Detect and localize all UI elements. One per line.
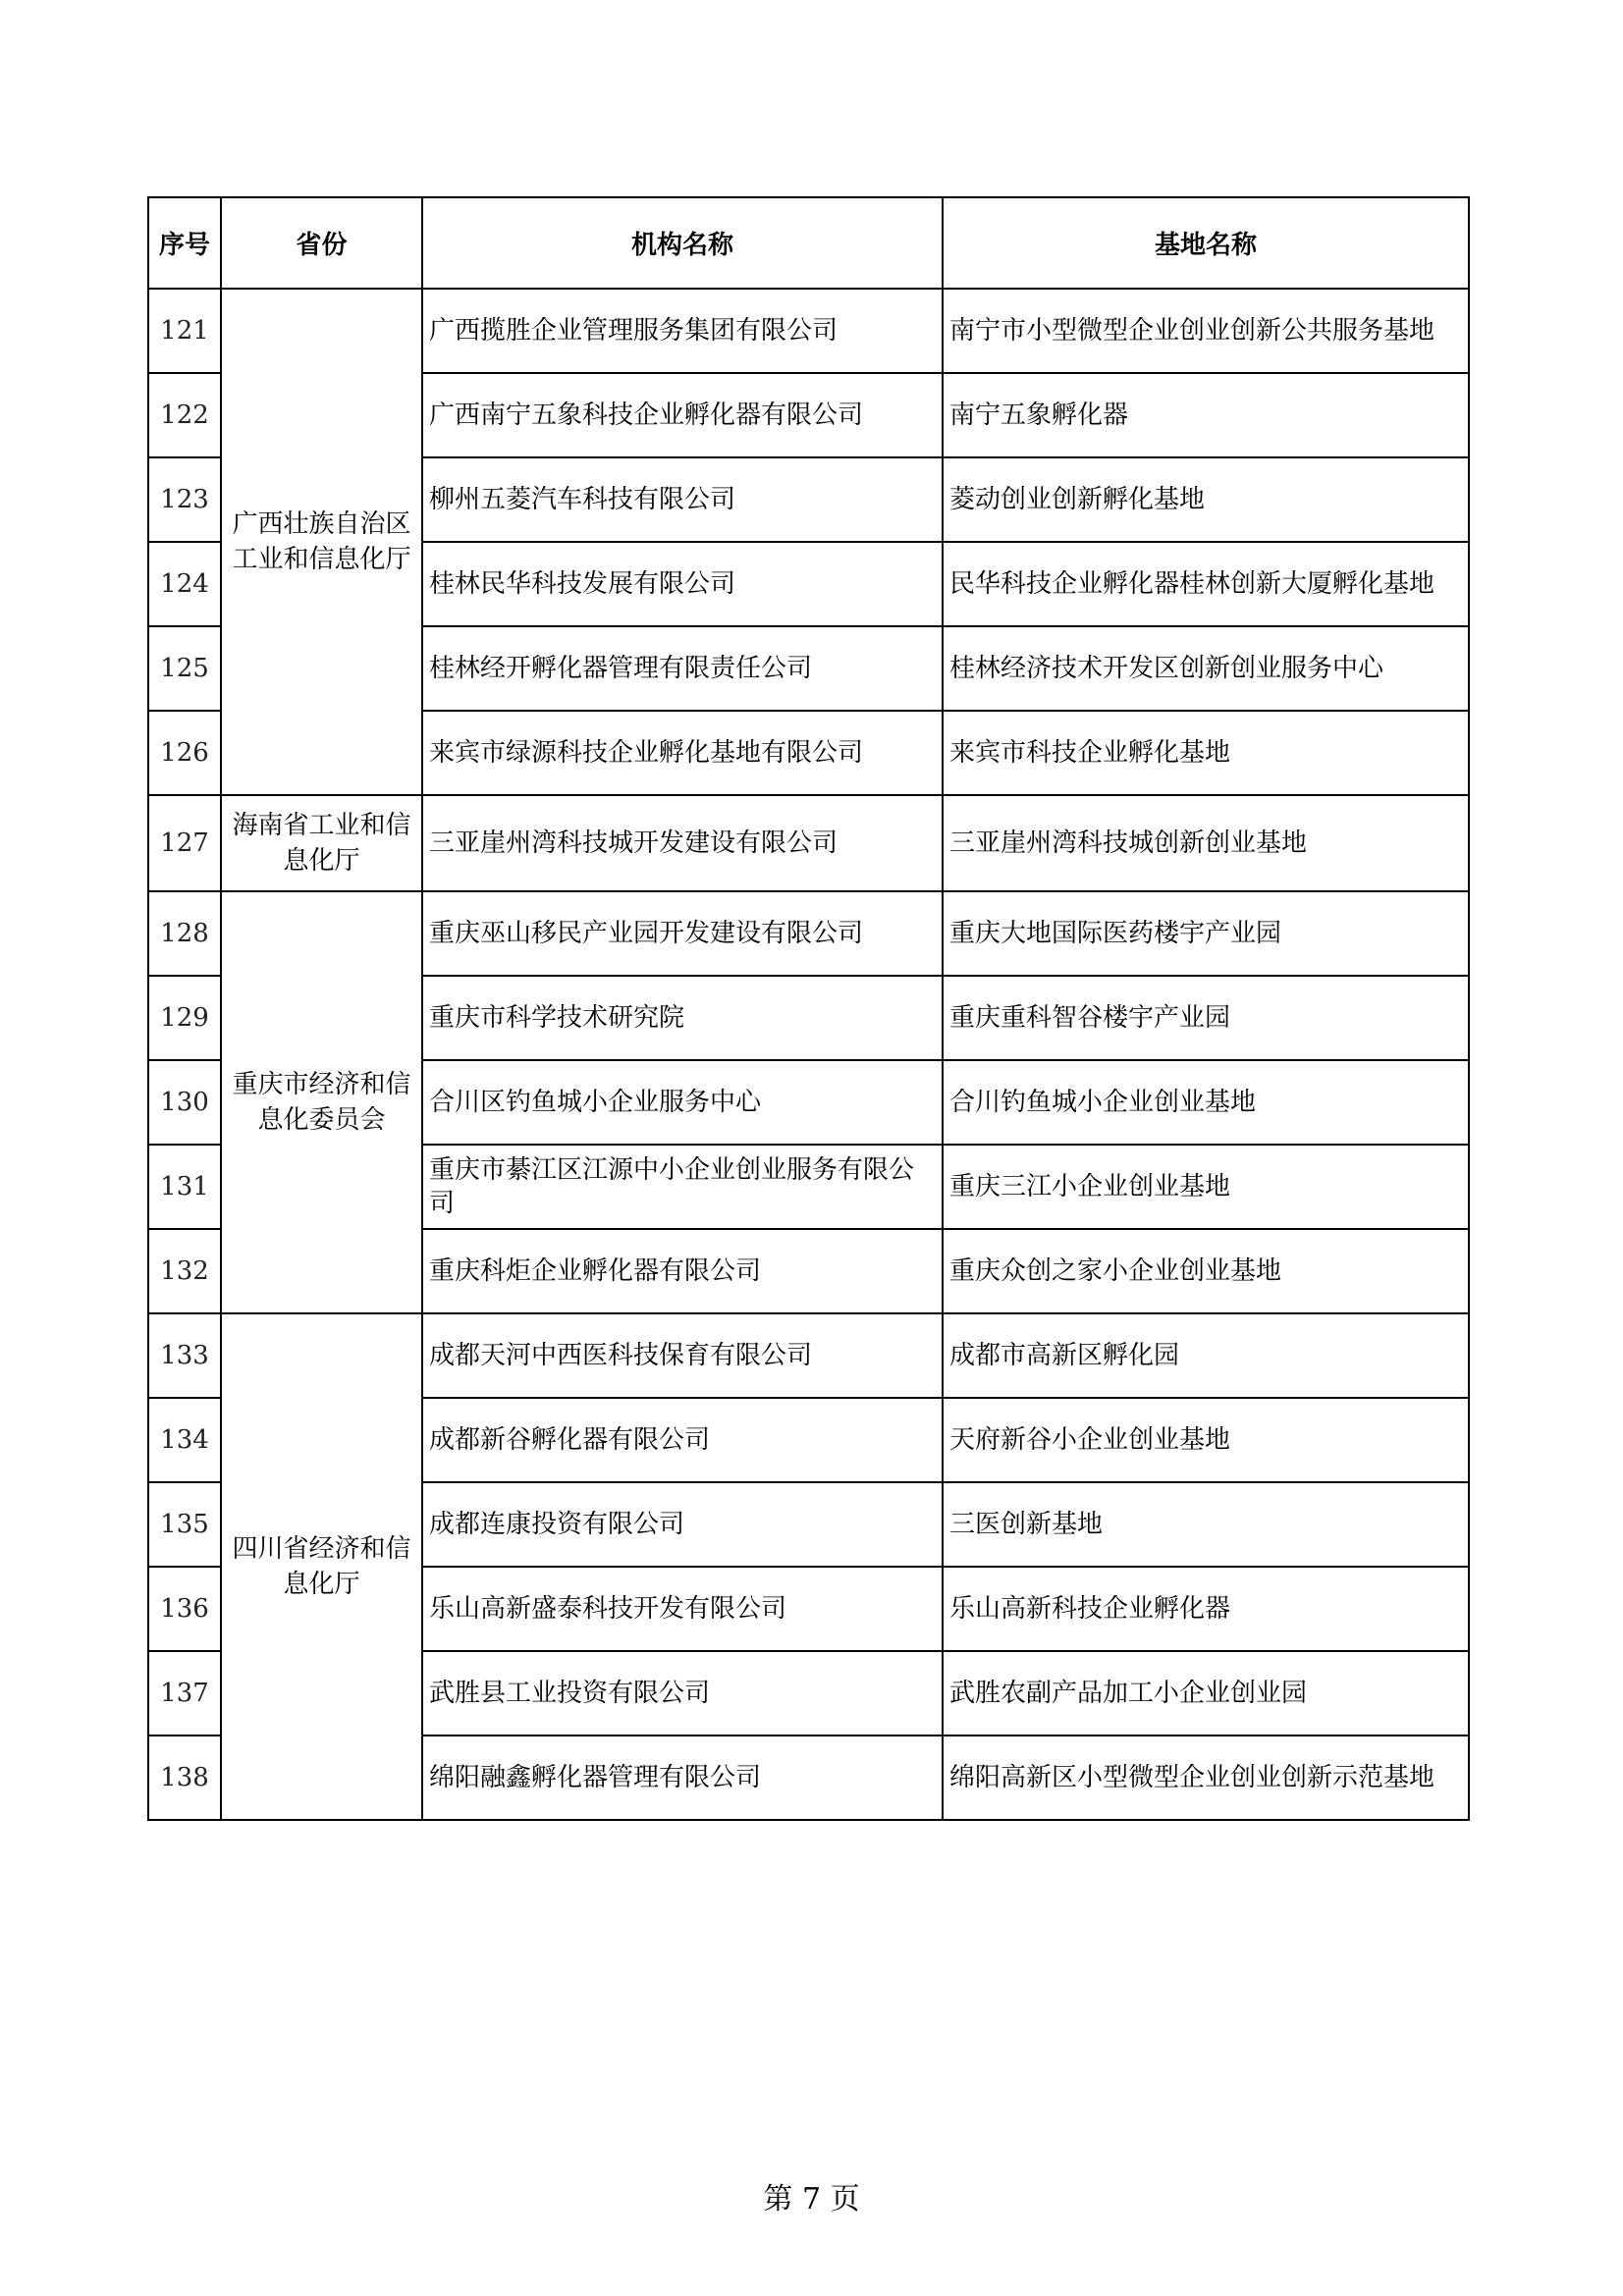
row-seq: 136 xyxy=(148,1567,221,1651)
row-base-name: 三医创新基地 xyxy=(943,1482,1469,1567)
row-base-name: 成都市高新区孵化园 xyxy=(943,1313,1469,1398)
row-org-name: 成都连康投资有限公司 xyxy=(422,1482,943,1567)
header-org: 机构名称 xyxy=(422,197,943,289)
row-seq: 135 xyxy=(148,1482,221,1567)
row-org-name: 绵阳融鑫孵化器管理有限公司 xyxy=(422,1735,943,1820)
row-seq: 137 xyxy=(148,1651,221,1735)
row-seq: 132 xyxy=(148,1229,221,1313)
row-base-name: 天府新谷小企业创业基地 xyxy=(943,1398,1469,1482)
page-number: 第 7 页 xyxy=(763,2182,860,2216)
row-seq: 127 xyxy=(148,795,221,891)
table-row xyxy=(148,1313,1469,1398)
row-org-name: 广西南宁五象科技企业孵化器有限公司 xyxy=(422,373,943,457)
row-base-name: 重庆重科智谷楼宇产业园 xyxy=(943,976,1469,1060)
row-base-name: 三亚崖州湾科技城创新创业基地 xyxy=(943,795,1469,891)
row-seq: 131 xyxy=(148,1145,221,1229)
row-seq: 125 xyxy=(148,626,221,711)
row-org-name: 重庆科炬企业孵化器有限公司 xyxy=(422,1229,943,1313)
row-province: 广西壮族自治区工业和信息化厅 xyxy=(221,289,422,795)
row-seq: 126 xyxy=(148,711,221,795)
row-province: 四川省经济和信息化厅 xyxy=(221,1313,422,1820)
table-row xyxy=(148,289,1469,373)
row-seq: 138 xyxy=(148,1735,221,1820)
row-base-name: 乐山高新科技企业孵化器 xyxy=(943,1567,1469,1651)
row-province: 海南省工业和信息化厅 xyxy=(221,795,422,891)
row-base-name: 武胜农副产品加工小企业创业园 xyxy=(943,1651,1469,1735)
row-org-name: 成都天河中西医科技保育有限公司 xyxy=(422,1313,943,1398)
row-seq: 124 xyxy=(148,542,221,626)
header-seq: 序号 xyxy=(148,197,221,289)
row-base-name: 重庆众创之家小企业创业基地 xyxy=(943,1229,1469,1313)
row-seq: 123 xyxy=(148,457,221,542)
table-body xyxy=(148,289,1469,1820)
row-base-name: 合川钓鱼城小企业创业基地 xyxy=(943,1060,1469,1145)
row-province: 重庆市经济和信息化委员会 xyxy=(221,891,422,1313)
row-org-name: 重庆市科学技术研究院 xyxy=(422,976,943,1060)
row-org-name: 来宾市绿源科技企业孵化基地有限公司 xyxy=(422,711,943,795)
row-org-name: 乐山高新盛泰科技开发有限公司 xyxy=(422,1567,943,1651)
row-org-name: 三亚崖州湾科技城开发建设有限公司 xyxy=(422,795,943,891)
institution-table xyxy=(147,196,1470,1821)
row-base-name: 重庆大地国际医药楼宇产业园 xyxy=(943,891,1469,976)
row-base-name: 绵阳高新区小型微型企业创业创新示范基地 xyxy=(943,1735,1469,1820)
row-base-name: 重庆三江小企业创业基地 xyxy=(943,1145,1469,1229)
table-row xyxy=(148,795,1469,891)
row-org-name: 柳州五菱汽车科技有限公司 xyxy=(422,457,943,542)
row-base-name: 民华科技企业孵化器桂林创新大厦孵化基地 xyxy=(943,542,1469,626)
table-row xyxy=(148,891,1469,976)
row-org-name: 武胜县工业投资有限公司 xyxy=(422,1651,943,1735)
row-seq: 121 xyxy=(148,289,221,373)
header-row xyxy=(148,197,1469,289)
header-base: 基地名称 xyxy=(943,197,1469,289)
row-seq: 130 xyxy=(148,1060,221,1145)
row-org-name: 成都新谷孵化器有限公司 xyxy=(422,1398,943,1482)
row-seq: 129 xyxy=(148,976,221,1060)
row-org-name: 重庆市綦江区江源中小企业创业服务有限公司 xyxy=(422,1145,943,1229)
row-base-name: 来宾市科技企业孵化基地 xyxy=(943,711,1469,795)
row-org-name: 广西揽胜企业管理服务集团有限公司 xyxy=(422,289,943,373)
header-province: 省份 xyxy=(221,197,422,289)
row-org-name: 桂林经开孵化器管理有限责任公司 xyxy=(422,626,943,711)
row-org-name: 合川区钓鱼城小企业服务中心 xyxy=(422,1060,943,1145)
row-seq: 134 xyxy=(148,1398,221,1482)
row-base-name: 桂林经济技术开发区创新创业服务中心 xyxy=(943,626,1469,711)
row-org-name: 重庆巫山移民产业园开发建设有限公司 xyxy=(422,891,943,976)
row-base-name: 南宁五象孵化器 xyxy=(943,373,1469,457)
row-seq: 122 xyxy=(148,373,221,457)
row-base-name: 南宁市小型微型企业创业创新公共服务基地 xyxy=(943,289,1469,373)
row-org-name: 桂林民华科技发展有限公司 xyxy=(422,542,943,626)
row-seq: 128 xyxy=(148,891,221,976)
row-base-name: 菱动创业创新孵化基地 xyxy=(943,457,1469,542)
row-seq: 133 xyxy=(148,1313,221,1398)
